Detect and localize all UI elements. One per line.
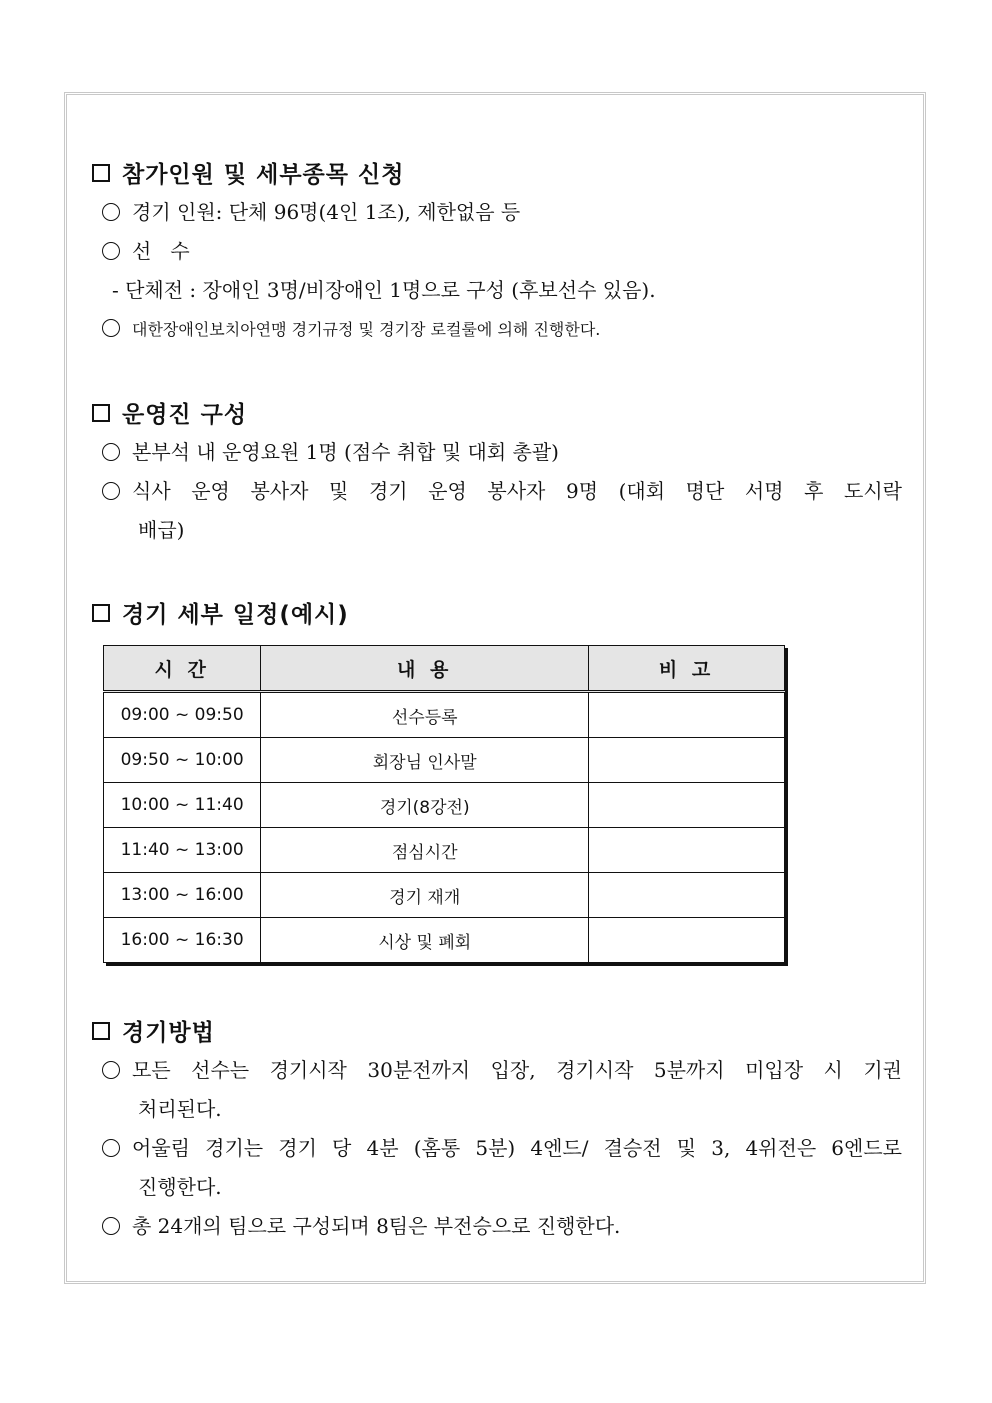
circle-bullet-icon: [102, 1061, 120, 1079]
list-subitem: - 단체전 : 장애인 3명/비장애인 1명으로 구성 (후보선수 있음).: [112, 278, 656, 302]
cell-note: [589, 738, 785, 783]
header-time: 시 간: [104, 646, 261, 692]
list-item: 총 24개의 팀으로 구성되며 8팀은 부전승으로 진행한다.: [102, 1214, 620, 1238]
list-item: 대한장애인보치아연맹 경기규정 및 경기장 로컬룰에 의해 진행한다.: [102, 318, 600, 342]
list-item: 모든 선수는 경기시작 30분전까지 입장, 경기시작 5분까지 미입장 시 기권: [102, 1058, 902, 1082]
list-item: 본부석 내 운영요원 1명 (점수 취합 및 대회 총괄): [102, 440, 559, 464]
cell-note: [589, 873, 785, 918]
list-item: 선 수: [102, 239, 190, 263]
cell-note: [589, 783, 785, 828]
cell-content: 경기(8강전): [261, 783, 589, 828]
list-item: 경기 인원: 단체 96명(4인 1조), 제한없음 등: [102, 200, 520, 224]
circle-bullet-icon: [102, 203, 120, 221]
list-item: 식사 운영 봉사자 및 경기 운영 봉사자 9명 (대회 명단 서명 후 도시락: [102, 479, 902, 503]
cell-time: 13:00 ~ 16:00: [104, 873, 261, 918]
table-row: [104, 828, 785, 873]
table-header-row: [104, 646, 785, 692]
cell-note: [589, 828, 785, 873]
checkbox-square-icon: [92, 404, 110, 422]
cell-time: 09:00 ~ 09:50: [104, 692, 261, 738]
cell-time: 09:50 ~ 10:00: [104, 738, 261, 783]
table-row: [104, 692, 785, 738]
section-title-schedule: 경기 세부 일정(예시): [92, 596, 349, 629]
cell-note: [589, 918, 785, 963]
section-title-method: 경기방법: [92, 1014, 215, 1047]
header-content: 내 용: [261, 646, 589, 692]
section-title-staff: 운영진 구성: [92, 396, 247, 429]
table-row: [104, 873, 785, 918]
schedule-table: [103, 645, 785, 963]
checkbox-square-icon: [92, 164, 110, 182]
table-row: [104, 738, 785, 783]
list-item-continuation: 진행한다.: [138, 1175, 222, 1199]
section-title-participants: 참가인원 및 세부종목 신청: [92, 156, 404, 189]
list-item: 어울림 경기는 경기 당 4분 (홈통 5분) 4엔드/ 결승전 및 3, 4위전은 6엔드로: [102, 1136, 902, 1160]
circle-bullet-icon: [102, 319, 120, 337]
list-item-continuation: 처리된다.: [138, 1097, 222, 1121]
circle-bullet-icon: [102, 1139, 120, 1157]
circle-bullet-icon: [102, 242, 120, 260]
table-row: [104, 783, 785, 828]
circle-bullet-icon: [102, 443, 120, 461]
cell-content: 시상 및 폐회: [261, 918, 589, 963]
circle-bullet-icon: [102, 482, 120, 500]
table-row: [104, 918, 785, 963]
cell-time: 11:40 ~ 13:00: [104, 828, 261, 873]
cell-note: [589, 692, 785, 738]
circle-bullet-icon: [102, 1217, 120, 1235]
cell-content: 선수등록: [261, 692, 589, 738]
checkbox-square-icon: [92, 604, 110, 622]
cell-time: 16:00 ~ 16:30: [104, 918, 261, 963]
header-note: 비 고: [589, 646, 785, 692]
cell-content: 회장님 인사말: [261, 738, 589, 783]
cell-time: 10:00 ~ 11:40: [104, 783, 261, 828]
checkbox-square-icon: [92, 1022, 110, 1040]
cell-content: 점심시간: [261, 828, 589, 873]
list-item-continuation: 배급): [138, 518, 185, 542]
cell-content: 경기 재개: [261, 873, 589, 918]
